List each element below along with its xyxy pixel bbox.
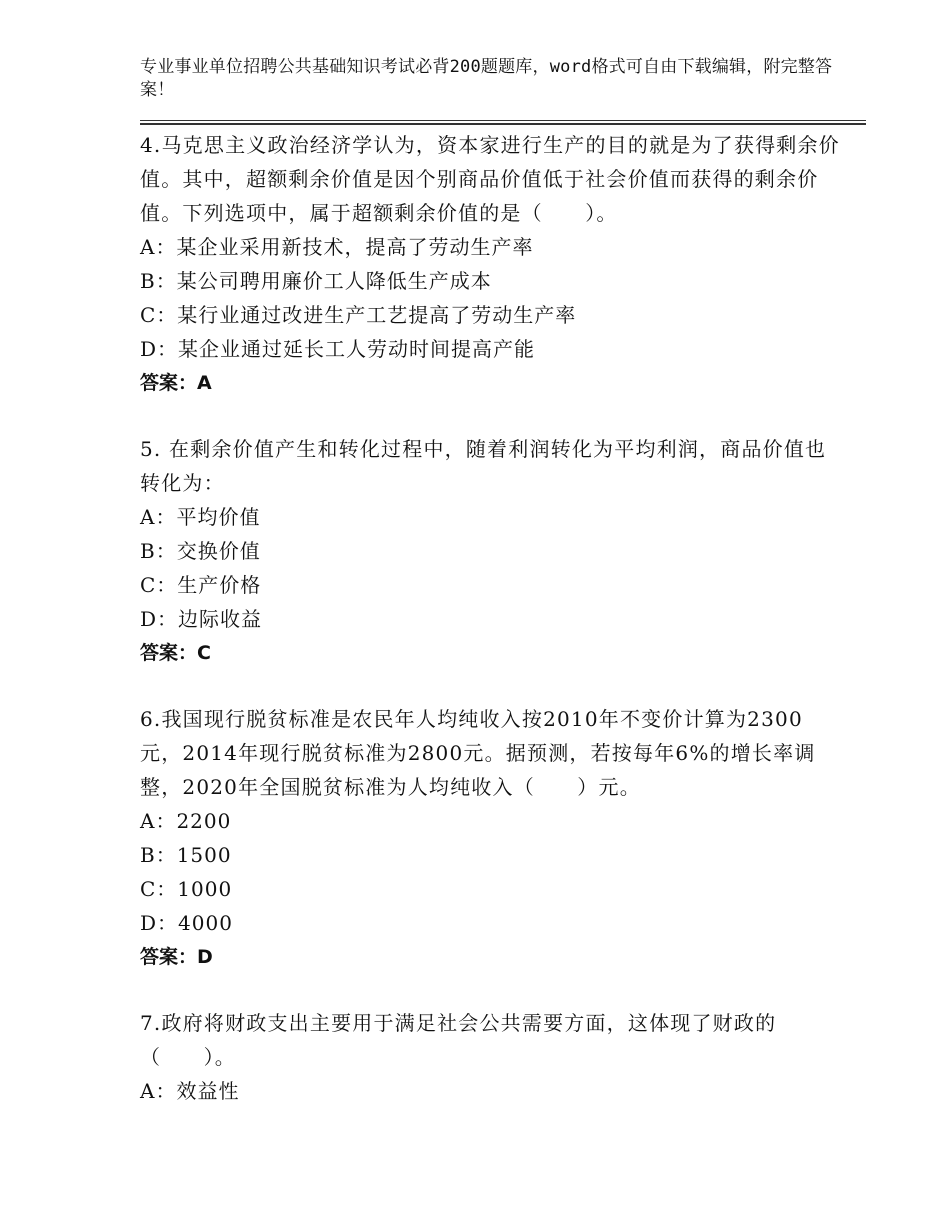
question-4 <box>140 128 840 400</box>
question-5 <box>140 432 840 670</box>
option-d: D：某企业通过延长工人劳动时间提高产能 <box>140 337 536 361</box>
question-7 <box>140 1006 840 1108</box>
question-stem: 7.政府将财政支出主要用于满足社会公共需要方面，这体现了财政的（ ）。 <box>140 1011 777 1069</box>
question-stem: 5. 在剩余价值产生和转化过程中，随着利润转化为平均利润，商品价值也转化为： <box>140 437 827 495</box>
answer-label: 答案：D <box>140 946 213 968</box>
question-stem: 6.我国现行脱贫标准是农民年人均纯收入按2010年不变价计算为2300元，2014年现行脱贫标准为2800元。据预测，若按每年6%的增长率调整，2020年全国脱贫标准为人均纯收入（ ）元。 <box>140 707 816 799</box>
option-b: B：1500 <box>140 843 232 867</box>
question-6 <box>140 702 840 974</box>
option-c: C：某行业通过改进生产工艺提高了劳动生产率 <box>140 303 577 327</box>
answer-label: 答案：A <box>140 372 212 394</box>
option-d: D：边际收益 <box>140 607 263 631</box>
question-stem: 4.马克思主义政治经济学认为，资本家进行生产的目的就是为了获得剩余价值。其中，超额剩余价值是因个别商品价值低于社会价值而获得的剩余价值。下列选项中，属于超额剩余价值的是（ ）。 <box>140 133 840 225</box>
answer-label: 答案：C <box>140 642 211 664</box>
option-a: A：某企业采用新技术，提高了劳动生产率 <box>140 235 534 259</box>
document-header: 专业事业单位招聘公共基础知识考试必背200题题库，word格式可自由下载编辑，附完整答案！ <box>140 57 833 100</box>
option-c: C：1000 <box>140 877 233 901</box>
header-double-rule <box>140 120 866 125</box>
option-c: C：生产价格 <box>140 573 262 597</box>
option-a: A：平均价值 <box>140 505 261 529</box>
question-list <box>140 128 840 1140</box>
option-b: B：某公司聘用廉价工人降低生产成本 <box>140 269 492 293</box>
option-a: A：2200 <box>140 809 232 833</box>
option-d: D：4000 <box>140 911 233 935</box>
option-b: B：交换价值 <box>140 539 261 563</box>
option-a: A：效益性 <box>140 1079 240 1103</box>
